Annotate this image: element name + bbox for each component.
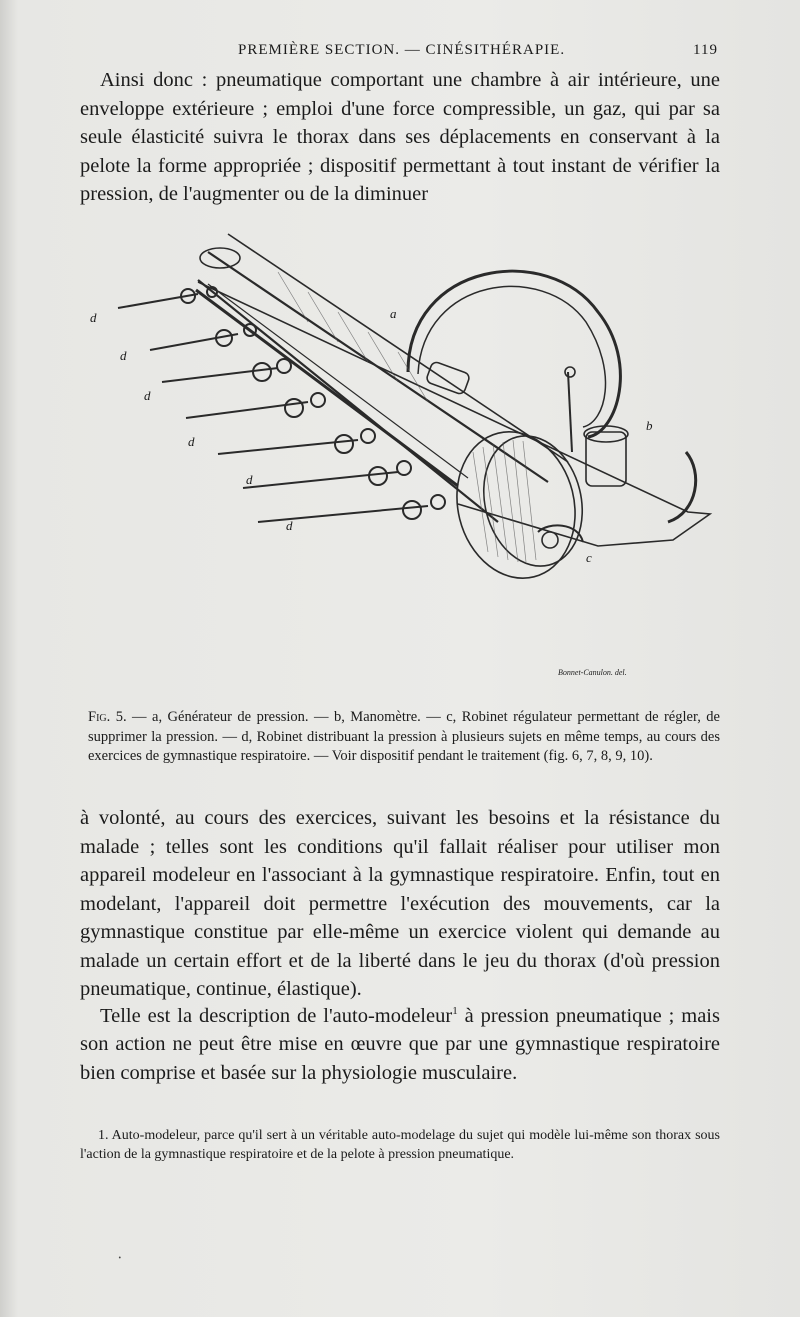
page-number: 119 <box>693 42 718 58</box>
stray-mark: • <box>118 1255 122 1262</box>
label-d-1: d <box>90 310 97 325</box>
paragraph-conclusion-start: Telle est la description de l'auto-modeleur <box>100 1004 453 1027</box>
running-title: PREMIÈRE SECTION. — CINÉSITHÉRAPIE. <box>238 42 566 58</box>
label-d-5: d <box>246 472 253 487</box>
distribution-taps <box>118 287 445 522</box>
label-a: a <box>390 306 397 321</box>
pressure-generator-illustration <box>78 222 724 692</box>
figure-caption-label: Fig. 5. <box>88 709 127 725</box>
figure-caption <box>88 708 720 767</box>
engraver-signature: Bonnet-Canulon. del. <box>558 668 627 677</box>
cylinder-top-ring <box>200 248 240 268</box>
label-b: b <box>646 418 653 433</box>
paragraph-conclusion-end: à pression pneumatique ; mais son action ne peut être mise en œuvre que par une gymnastique respiratoire bien comprise et basée sur la physiologie musculaire. <box>80 1004 720 1084</box>
figure-caption-text: — a, Générateur de pression. — b, Manomètre. — c, Robinet régulateur permettant de régler, de supprimer la pression. — d, Robinet distribuant la pression à plusieurs sujets en même temps, au cours des exercices de gymnastique respiratoire. — Voir dispositif pendant le traitement (fig. 6, 7, 8, 9, 10). <box>88 709 720 765</box>
distribution-rail <box>196 290 458 486</box>
hose-coupling <box>425 361 470 395</box>
cylinder-top-edge <box>208 252 548 482</box>
outlet-pipe <box>668 452 696 522</box>
label-d-4: d <box>188 434 195 449</box>
label-d-6: d <box>286 518 293 533</box>
paragraph-conclusion <box>80 997 720 1087</box>
running-header <box>96 40 720 64</box>
label-d-3: d <box>144 388 151 403</box>
footnote: 1. Auto-modeleur, parce qu'il sert à un véritable auto-modelage du sujet qui modèle lui-même son thorax sous l'action de la gymnastique respiratoire et de la pelote à pression pneumatique. <box>80 1128 720 1162</box>
base-board <box>198 282 710 546</box>
paragraph-continuation: à volonté, au cours des exercices, suivant les besoins et la résistance du malade ; telles sont les conditions qu'il fallait réaliser pour utiliser mon appareil modeleur en l'associant à la gymnastique respiratoire. Enfin, tout en modelant, l'appareil doit permettre l'exécution des mouvements, car la gymnastique constitue par elle-même un exercice violent qui demande au malade un certain effort et de la liberté dans le jeu du thorax (d'où pression pneumatique, continue, élastique). <box>80 807 720 1000</box>
paragraph-intro: Ainsi donc : pneumatique comportant une chambre à air intérieure, une enveloppe extérieure ; emploi d'une force compressible, un gaz, qui par sa seule élasticité suivra le thorax dans ses déplacements en conservant à la pelote la forme appropriée ; dispositif permettant à tout instant de vérifier la pression, de l'augmenter ou de la diminuer <box>80 69 720 205</box>
rubber-hose <box>408 271 620 437</box>
label-c: c <box>586 550 592 565</box>
figure-pressure-generator <box>78 222 724 692</box>
label-d-2: d <box>120 348 127 363</box>
manometer-stem <box>568 372 572 452</box>
footnote-reference[interactable]: 1 <box>452 1005 458 1017</box>
